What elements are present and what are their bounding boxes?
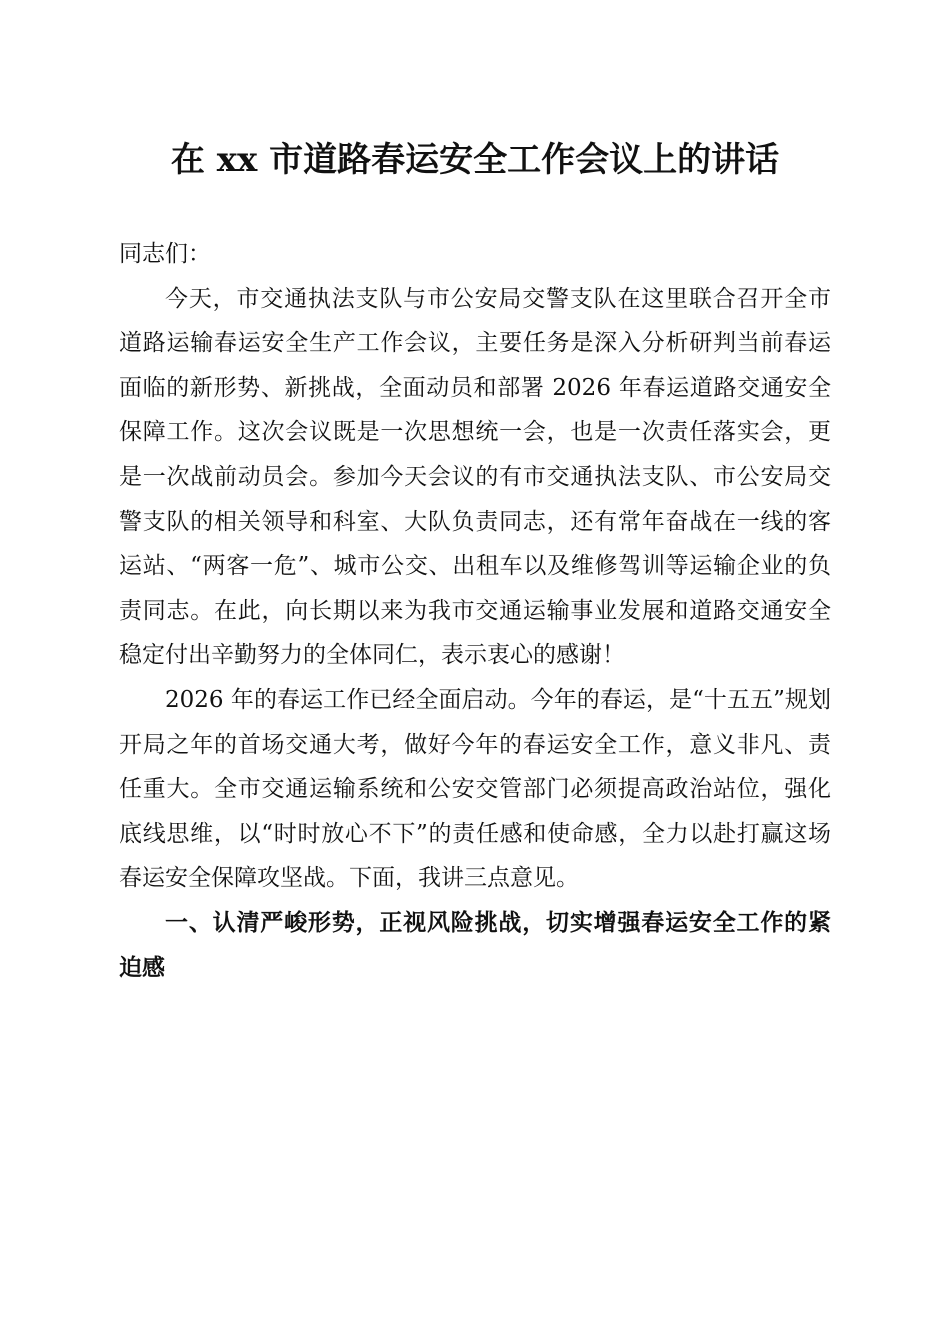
section-heading-1: 一、认清严峻形势，正视风险挑战，切实增强春运安全工作的紧迫感 (119, 909, 831, 981)
document-title: 在 xx 市道路春运安全工作会议上的讲话 (170, 140, 780, 180)
paragraph-opening: 今天，市交通执法支队与市公安局交警支队在这里联合召开全市道路运输春运安全生产工作会议，主要任务是深入分析研判当前春运面临的新形势、新挑战，全面动员和部署 2026 年春运道路交通安全保障工作。这次会议既是一次思想统一会，也是一次责任落实会，更是一次战前动员会。参加今天会议的有市交通执法支队、市公安局交警支队的相关领导和科室、大队负责同志，还有常年奋战在一线的客运站、“两客一危”、城市公交、出租车以及维修驾训等运输企业的负责同志。在此，向长期以来为我市交通运输事业发展和道路交通安全稳定付出辛勤努力的全体同仁，表示衷心的感谢！ (119, 285, 831, 669)
salutation: 同志们： (119, 241, 211, 267)
document-body (119, 232, 831, 990)
paragraph-overview: 2026 年的春运工作已经全面启动。今年的春运，是“十五五”规划开局之年的首场交通大考，做好今年的春运安全工作，意义非凡、责任重大。全市交通运输系统和公安交管部门必须提高政治站位，强化底线思维，以“时时放心不下”的责任感和使命感，全力以赴打赢这场春运安全保障攻坚战。下面，我讲三点意见。 (119, 686, 831, 892)
